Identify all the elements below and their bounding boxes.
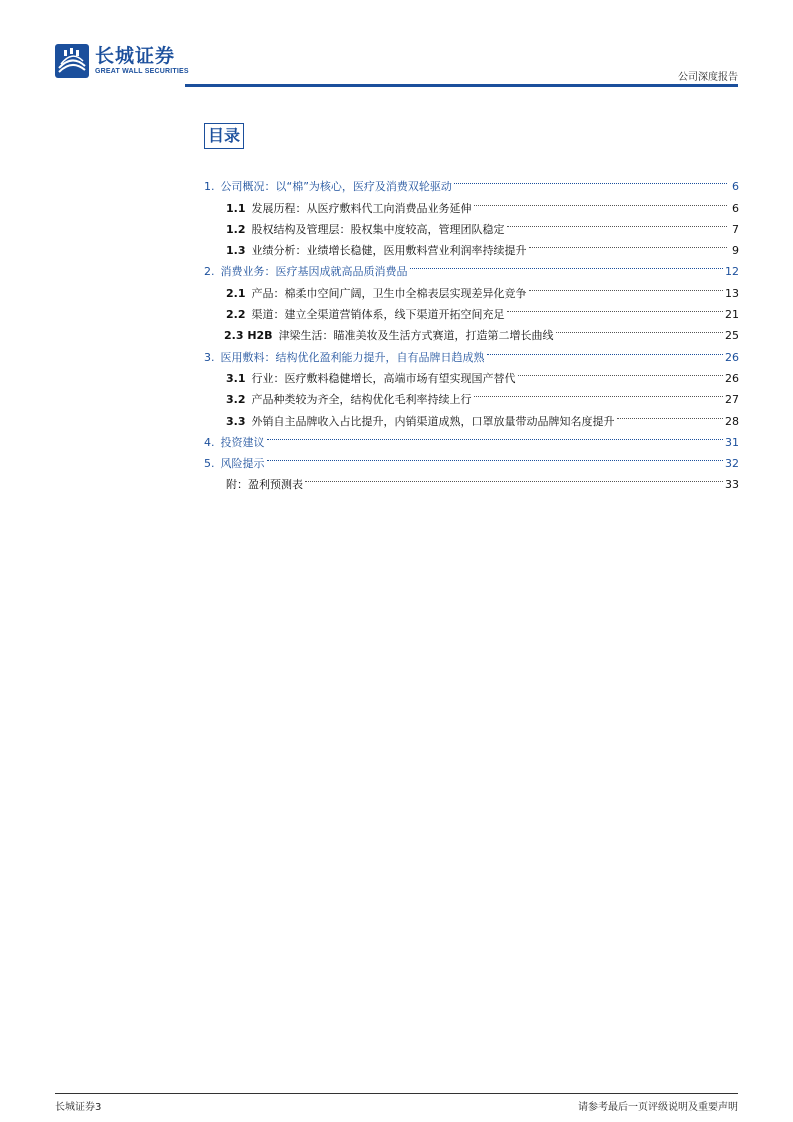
toc-entry-page: 27 xyxy=(725,393,739,407)
toc-entry-page: 26 xyxy=(725,371,739,385)
toc-entry-label: 附：盈利预测表 xyxy=(226,478,303,492)
toc-entry-number: 1.2 xyxy=(226,222,246,236)
toc-entry-label: 产品种类较为齐全，结构优化毛利率持续上行 xyxy=(251,393,472,407)
toc-entry[interactable] xyxy=(204,254,739,279)
toc-entry-page: 13 xyxy=(725,286,739,300)
toc-entry-label: 业绩分析：业绩增长稳健，医用敷料营业利润率持续提升 xyxy=(251,244,527,258)
toc-leader-dots xyxy=(507,212,728,233)
toc-entry-page: 25 xyxy=(725,329,739,343)
toc-leader-dots xyxy=(474,382,724,403)
toc-leader-dots xyxy=(410,254,724,275)
toc-entry-page: 28 xyxy=(725,414,739,428)
toc-entry-number: 5. xyxy=(204,457,215,471)
page-header xyxy=(0,0,793,90)
toc-entry-number: 3. xyxy=(204,350,215,364)
report-type-label: 公司深度报告 xyxy=(678,72,738,83)
toc-entry-page: 9 xyxy=(732,244,739,258)
toc-entry-number: 4. xyxy=(204,435,215,449)
brand-logo xyxy=(55,44,189,78)
toc-entry-number: 1.1 xyxy=(226,201,246,215)
toc-entry[interactable] xyxy=(204,190,739,215)
toc-leader-dots xyxy=(507,297,724,318)
toc-entry-label: 投资建议 xyxy=(220,435,265,449)
toc-leader-dots xyxy=(617,403,724,424)
toc-entry[interactable] xyxy=(204,339,739,364)
toc-entry-label: 公司概况：以“棉”为核心，医疗及消费双轮驱动 xyxy=(220,180,452,194)
toc-entry-page: 32 xyxy=(725,457,739,471)
toc-entry[interactable] xyxy=(204,318,739,343)
toc-entry-number: 3.2 xyxy=(226,393,246,407)
toc-entry-label: 产品：棉柔巾空间广阔，卫生巾全棉表层实现差异化竞争 xyxy=(251,286,527,300)
toc-entry-label: 医用敷料：结构优化盈利能力提升，自有品牌日趋成熟 xyxy=(220,350,485,364)
table-of-contents xyxy=(204,169,739,492)
toc-leader-dots xyxy=(556,318,723,339)
toc-entry[interactable] xyxy=(204,212,739,236)
toc-entry[interactable] xyxy=(204,467,739,492)
toc-entry-label: 津梁生活：瞄准美妆及生活方式赛道，打造第二增长曲线 xyxy=(278,329,554,343)
toc-entry-label: 风险提示 xyxy=(220,457,265,471)
toc-leader-dots xyxy=(267,425,724,446)
toc-entry-label: 股权结构及管理层：股权集中度较高，管理团队稳定 xyxy=(251,222,505,236)
toc-entry-number: 3.1 xyxy=(226,371,246,385)
toc-entry[interactable] xyxy=(204,275,739,300)
toc-entry-page: 6 xyxy=(732,180,739,194)
footer-company-page: 长城证券3 xyxy=(55,1102,102,1113)
toc-entry[interactable] xyxy=(204,169,739,194)
footer-disclaimer: 请参考最后一页评级说明及重要声明 xyxy=(578,1102,738,1113)
toc-entry-page: 31 xyxy=(725,435,739,449)
toc-entry-page: 7 xyxy=(732,222,739,236)
toc-entry[interactable] xyxy=(204,446,739,471)
toc-entry-number: 1. xyxy=(204,180,215,194)
toc-leader-dots xyxy=(518,361,724,382)
toc-entry[interactable] xyxy=(204,382,739,407)
toc-entry-label: 消费业务：医疗基因成就高品质消费品 xyxy=(220,265,408,279)
toc-leader-dots xyxy=(267,446,724,467)
toc-leader-dots xyxy=(529,275,724,296)
toc-leader-dots xyxy=(305,467,723,488)
toc-entry-number: 2.2 xyxy=(226,308,246,322)
toc-entry-page: 33 xyxy=(725,478,739,492)
toc-leader-dots xyxy=(474,190,728,211)
toc-entry-label: 外销自主品牌收入占比提升，内销渠道成熟，口罩放量带动品牌知名度提升 xyxy=(251,414,615,428)
header-divider xyxy=(185,84,738,87)
toc-leader-dots xyxy=(529,233,728,254)
toc-entry-number: 2. xyxy=(204,265,215,279)
toc-entry-page: 21 xyxy=(725,308,739,322)
toc-entry-page: 6 xyxy=(732,201,739,215)
toc-entry-page: 12 xyxy=(725,265,739,279)
toc-entry[interactable] xyxy=(204,403,739,428)
toc-entry-label: 渠道：建立全渠道营销体系，线下渠道开拓空间充足 xyxy=(251,308,505,322)
toc-entry-number: 3.3 xyxy=(226,414,246,428)
toc-entry[interactable] xyxy=(204,361,739,385)
toc-leader-dots xyxy=(454,169,727,190)
toc-entry-label: 行业：医疗敷料稳健增长，高端市场有望实现国产替代 xyxy=(251,371,516,385)
logo-english-name: GREAT WALL SECURITIES xyxy=(95,68,189,75)
toc-entry-number: 1.3 xyxy=(226,244,246,258)
toc-entry[interactable] xyxy=(204,425,739,449)
toc-leader-dots xyxy=(487,339,724,360)
toc-entry-number: 2.3 H2B xyxy=(224,329,273,343)
toc-entry-page: 26 xyxy=(725,350,739,364)
toc-entry[interactable] xyxy=(204,233,739,258)
toc-title: 目录 xyxy=(204,123,244,149)
logo-chinese-name: 长城证券 xyxy=(95,45,176,67)
great-wall-logo-icon xyxy=(55,44,89,78)
toc-entry[interactable] xyxy=(204,297,739,322)
toc-entry-number: 2.1 xyxy=(226,286,246,300)
toc-entry-label: 发展历程：从医疗敷料代工向消费品业务延伸 xyxy=(251,201,472,215)
footer-divider xyxy=(55,1093,738,1094)
